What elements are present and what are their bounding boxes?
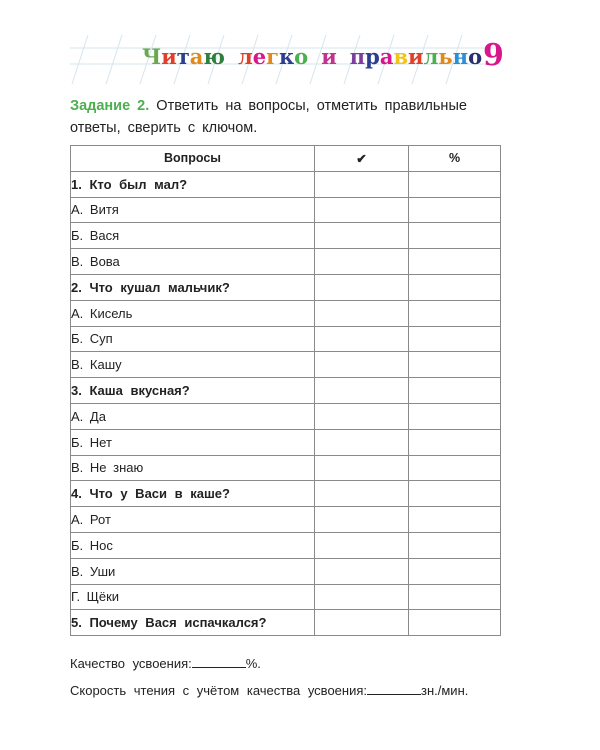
percent-cell[interactable] (409, 403, 501, 429)
percent-cell[interactable] (409, 532, 501, 558)
page-title (142, 44, 482, 69)
table-header-row (71, 146, 501, 172)
percent-cell[interactable] (409, 300, 501, 326)
title-letter: а (379, 44, 394, 69)
task-instruction (70, 95, 510, 139)
title-letter: р (365, 44, 380, 69)
answer-row (71, 223, 501, 249)
percent-cell[interactable] (409, 558, 501, 584)
question-row (71, 610, 501, 636)
percent-cell[interactable] (409, 584, 501, 610)
check-cell[interactable] (315, 223, 409, 249)
title-letter: п (349, 44, 366, 69)
check-cell[interactable] (315, 481, 409, 507)
column-header-check: ✔ (315, 146, 409, 172)
answer-row (71, 197, 501, 223)
title-word (321, 44, 337, 69)
title-letter: о (468, 44, 483, 69)
title-letter: Ч (142, 44, 162, 69)
question-text: 5. Почему Вася испачкался? (71, 610, 315, 636)
quality-line (70, 655, 261, 671)
answer-option: Б. Нос (71, 532, 315, 558)
column-header-percent: % (409, 146, 501, 172)
title-letter: е (252, 44, 267, 69)
percent-cell[interactable] (409, 507, 501, 533)
title-word (350, 44, 482, 69)
quality-label: Качество усвоения: (70, 656, 192, 671)
answer-option: Б. Суп (71, 326, 315, 352)
check-cell[interactable] (315, 610, 409, 636)
percent-cell[interactable] (409, 429, 501, 455)
check-cell[interactable] (315, 326, 409, 352)
answer-row (71, 455, 501, 481)
answer-row (71, 558, 501, 584)
title-letter: г (266, 44, 279, 69)
check-cell[interactable] (315, 249, 409, 275)
title-letter: ь (438, 44, 453, 69)
check-cell[interactable] (315, 352, 409, 378)
title-word (238, 44, 308, 69)
question-text: 3. Каша вкусная? (71, 378, 315, 404)
title-letter: к (279, 44, 295, 69)
percent-cell[interactable] (409, 610, 501, 636)
title-letter: а (189, 44, 204, 69)
percent-cell[interactable] (409, 274, 501, 300)
speed-line (70, 682, 468, 698)
answer-row (71, 249, 501, 275)
quality-suffix: %. (245, 656, 261, 671)
check-cell[interactable] (315, 274, 409, 300)
percent-cell[interactable] (409, 352, 501, 378)
task-text: Ответить на вопросы, отметить правильные ответы, сверить с ключом. (70, 98, 467, 136)
check-cell[interactable] (315, 558, 409, 584)
check-cell[interactable] (315, 197, 409, 223)
title-letter: и (408, 44, 424, 69)
title-word (142, 44, 225, 69)
percent-cell[interactable] (409, 455, 501, 481)
check-cell[interactable] (315, 455, 409, 481)
answer-row (71, 300, 501, 326)
answer-row (71, 507, 501, 533)
answer-option: Б. Вася (71, 223, 315, 249)
title-letter: о (294, 44, 309, 69)
check-cell[interactable] (315, 429, 409, 455)
percent-cell[interactable] (409, 223, 501, 249)
answer-row (71, 429, 501, 455)
answer-row (71, 584, 501, 610)
percent-cell[interactable] (409, 171, 501, 197)
questions-table (70, 145, 501, 636)
column-header-questions: Вопросы (71, 146, 315, 172)
title-word-gap (225, 44, 238, 69)
answer-option: В. Уши (71, 558, 315, 584)
percent-cell[interactable] (409, 197, 501, 223)
title-letter: л (237, 44, 253, 69)
question-row (71, 274, 501, 300)
check-cell[interactable] (315, 403, 409, 429)
title-letter: ю (203, 44, 225, 69)
title-word-gap (337, 44, 350, 69)
title-letter: и (161, 44, 177, 69)
question-text: 2. Что кушал мальчик? (71, 274, 315, 300)
check-cell[interactable] (315, 584, 409, 610)
answer-option: Б. Нет (71, 429, 315, 455)
answer-option: Г. Щёки (71, 584, 315, 610)
percent-cell[interactable] (409, 481, 501, 507)
answer-row (71, 532, 501, 558)
percent-cell[interactable] (409, 249, 501, 275)
question-row (71, 378, 501, 404)
speed-suffix: зн./мин. (421, 683, 469, 698)
answer-option: А. Кисель (71, 300, 315, 326)
check-cell[interactable] (315, 378, 409, 404)
speed-label: Скорость чтения с учётом качества усвоения: (70, 683, 367, 698)
percent-cell[interactable] (409, 378, 501, 404)
answer-option: В. Не знаю (71, 455, 315, 481)
title-word-gap (308, 44, 321, 69)
answer-option: В. Вова (71, 249, 315, 275)
check-cell[interactable] (315, 532, 409, 558)
title-letter: и (321, 44, 337, 69)
answer-option: А. Рот (71, 507, 315, 533)
check-cell[interactable] (315, 171, 409, 197)
question-text: 1. Кто был мал? (71, 171, 315, 197)
question-row (71, 171, 501, 197)
title-letter: т (176, 44, 190, 69)
quality-blank-field[interactable] (192, 655, 246, 668)
answer-row (71, 352, 501, 378)
title-letter: н (452, 44, 469, 69)
answer-option: А. Витя (71, 197, 315, 223)
answer-row (71, 403, 501, 429)
percent-cell[interactable] (409, 326, 501, 352)
speed-blank-field[interactable] (367, 682, 421, 695)
check-cell[interactable] (315, 507, 409, 533)
answer-option: А. Да (71, 403, 315, 429)
check-cell[interactable] (315, 300, 409, 326)
title-letter: в (393, 44, 409, 69)
title-letter: л (423, 44, 439, 69)
answer-option: В. Кашу (71, 352, 315, 378)
task-label: Задание 2. (70, 98, 150, 114)
page-number: 9 (483, 38, 504, 73)
question-text: 4. Что у Васи в каше? (71, 481, 315, 507)
question-row (71, 481, 501, 507)
answer-row (71, 326, 501, 352)
